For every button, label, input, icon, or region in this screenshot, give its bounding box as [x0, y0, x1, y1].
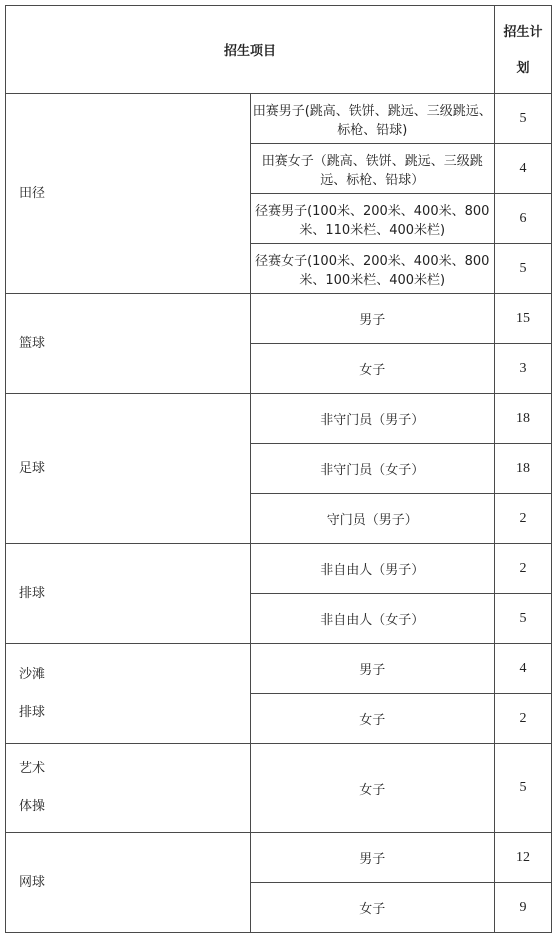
- item-cell: 女子: [250, 694, 495, 744]
- count-cell: 2: [495, 544, 552, 594]
- item-cell: 男子: [250, 644, 495, 694]
- item-cell: 男子: [250, 833, 495, 883]
- count-cell: 9: [495, 883, 552, 933]
- item-cell: 女子: [250, 344, 495, 394]
- table-row: [6, 394, 552, 444]
- table-row: [6, 544, 552, 594]
- count-cell: 5: [495, 244, 552, 294]
- sport-name: 排球: [19, 704, 46, 720]
- table-row: [6, 744, 552, 833]
- table-row: [6, 644, 552, 694]
- enrollment-plan-table: [5, 5, 552, 933]
- count-cell: 18: [495, 444, 552, 494]
- count-cell: 2: [495, 694, 552, 744]
- count-cell: 15: [495, 294, 552, 344]
- table-row: [6, 294, 552, 344]
- count-cell: 4: [495, 144, 552, 194]
- table-header-row: [6, 6, 552, 94]
- sport-cell: [6, 644, 251, 744]
- sport-name: 足球: [19, 460, 46, 476]
- item-cell: 男子: [250, 294, 495, 344]
- count-cell: 5: [495, 94, 552, 144]
- item-cell: 径赛女子(100米、200米、400米、800米、100米栏、400米栏): [250, 244, 495, 294]
- count-cell: 3: [495, 344, 552, 394]
- sport-cell: [6, 544, 251, 644]
- count-cell: 18: [495, 394, 552, 444]
- table-row: [6, 833, 552, 883]
- item-cell: 非自由人（男子）: [250, 544, 495, 594]
- item-cell: 田赛男子(跳高、铁饼、跳远、三级跳远、标枪、铅球): [250, 94, 495, 144]
- count-cell: 12: [495, 833, 552, 883]
- count-cell: 5: [495, 744, 552, 833]
- sport-name: 沙滩: [19, 666, 46, 682]
- item-cell: 非守门员（男子）: [250, 394, 495, 444]
- sport-name: 篮球: [19, 335, 46, 351]
- item-cell: 女子: [250, 744, 495, 833]
- count-cell: 4: [495, 644, 552, 694]
- sport-cell: [6, 744, 251, 833]
- header-plan: [495, 6, 552, 94]
- sport-cell: [6, 394, 251, 544]
- sport-name: 田径: [19, 185, 46, 201]
- sport-name: 艺术: [19, 761, 46, 776]
- item-cell: 非守门员（女子）: [250, 444, 495, 494]
- count-cell: 6: [495, 194, 552, 244]
- item-cell: 女子: [250, 883, 495, 933]
- count-cell: 2: [495, 494, 552, 544]
- sport-name: 排球: [19, 585, 46, 601]
- sport-name: 网球: [19, 874, 46, 890]
- item-cell: 守门员（男子）: [250, 494, 495, 544]
- item-cell: 径赛男子(100米、200米、400米、800米、110米栏、400米栏): [250, 194, 495, 244]
- header-project: 招生项目: [6, 6, 495, 94]
- sport-cell: [6, 294, 251, 394]
- table-row: [6, 94, 552, 144]
- count-cell: 5: [495, 594, 552, 644]
- header-plan-line2: 划: [516, 59, 530, 75]
- sport-name: 体操: [19, 799, 46, 814]
- item-cell: 田赛女子（跳高、铁饼、跳远、三级跳远、标枪、铅球）: [250, 144, 495, 194]
- header-plan-line1: 招生计: [503, 23, 543, 39]
- table-body: [6, 94, 552, 933]
- sport-cell: [6, 94, 251, 294]
- item-cell: 非自由人（女子）: [250, 594, 495, 644]
- sport-cell: [6, 833, 251, 933]
